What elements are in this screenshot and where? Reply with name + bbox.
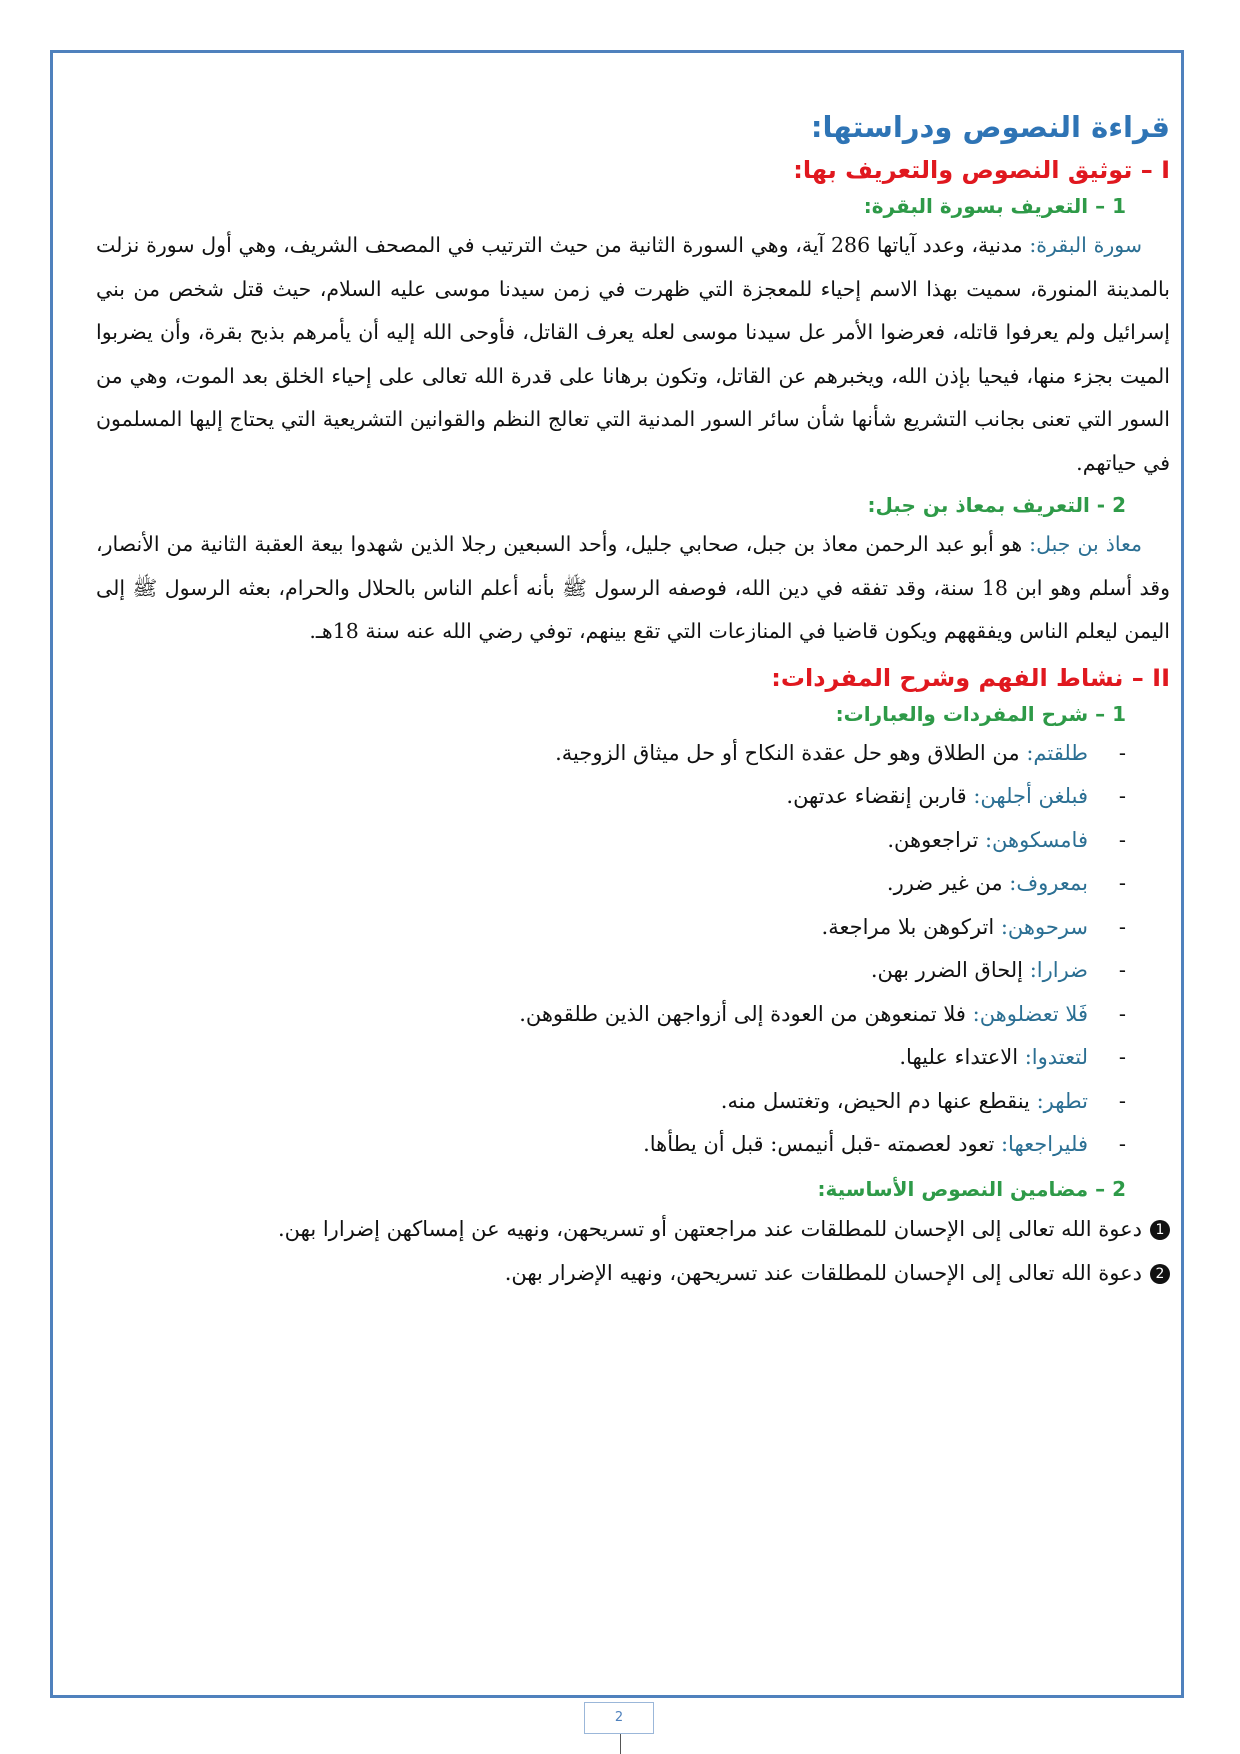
term-label: معاذ بن جبل:	[1029, 532, 1142, 556]
list-item: -فبلغن أجلهن: قاربن إنقضاء عدتهن.	[786, 784, 1126, 808]
term-definition: اتركوهن بلا مراجعة.	[821, 914, 1001, 939]
list-item: -فامسكوهن: تراجعوهن.	[887, 827, 1126, 852]
section2-title: II – نشاط الفهم وشرح المفردات:	[771, 663, 1170, 692]
list-item: -بمعروف: من غير ضرر.	[886, 871, 1126, 895]
section2-sub2-title: 2 – مضامين النصوص الأساسية:	[817, 1176, 1126, 1201]
term-definition: الاعتداء عليها.	[899, 1045, 1025, 1069]
page-number: 2	[584, 1702, 654, 1734]
section1-sub2-title: 2 - التعريف بمعاذ بن جبل:	[867, 493, 1126, 517]
term-definition: فلا تمنعوهن من العودة إلى أزواجهن الذين طلقوهن.	[519, 1001, 973, 1026]
term-label: سرحوهن:	[1000, 914, 1088, 939]
list-item: -لتعتدوا: الاعتداء عليها.	[899, 1045, 1126, 1069]
term-definition: إلحاق الضرر بهن.	[870, 958, 1030, 982]
term-label: بمعروف:	[1009, 871, 1088, 895]
idea-text: دعوة الله تعالى إلى الإحسان للمطلقات عند تسريحهن، ونهيه الإضرار بهن.	[504, 1260, 1142, 1285]
number-bullet-icon: 1	[1150, 1220, 1170, 1240]
paragraph-text: مدنية، وعدد آياتها 286 آية، وهي السورة الثانية من حيث الترتيب في المصحف الشريف، وهي أول سورة نزلت بالمدينة المنورة، سميت بهذا الاسم إحياء للمعجزة التي ظهرت في زمن سيدنا موسى عليه السلام، حيث قتل شخص من بني إسرائيل ولم يعرفوا قاتله، فعرضوا الأمر عل سيدنا موسى لعله يعرف القاتل، فأوحى الله إليه أن يأمرهم بذبح بقرة، وأن يضربوا الميت بجزء منها، فيحيا بإذن الله، ويخبرهم عن القاتل، وتكون برهانا على قدرة الله تعالى على إحياء الخلق بعد الموت، وهي من السور التي تعنى بجانب التشريع شأنها شأن سائر السور المدنية التي تعالج النظم والقوانين التشريعية التي يحتاج إليها المسلمون في حياتهم.	[96, 233, 1170, 475]
paragraph-text: هو أبو عبد الرحمن معاذ بن جبل، صحابي جليل، وأحد السبعين رجلا الذين شهدوا بيعة العقبة الثانية من الأنصار، وقد أسلم وهو ابن 18 سنة، وقد تفقه في دين الله، فوصفه الرسول ﷺ بأنه أعلم الناس بالحلال والحرام، بعثه الرسول ﷺ إلى اليمن ليعلم الناس ويفقههم ويكون قاضيا في المنازعات التي تقع بينهم، توفي رضي الله عنه سنة 18هـ.	[96, 532, 1170, 643]
muadh-paragraph	[96, 523, 1170, 654]
number-bullet-icon: 2	[1150, 1264, 1170, 1284]
list-item	[96, 1207, 1170, 1251]
list-item: -سرحوهن: اتركوهن بلا مراجعة.	[821, 914, 1126, 939]
term-definition: من غير ضرر.	[886, 871, 1010, 895]
surah-baqara-paragraph	[96, 224, 1170, 485]
main-ideas-list	[96, 1207, 1170, 1295]
section1-sub1-title: 1 – التعريف بسورة البقرة:	[863, 194, 1126, 218]
term-label: طلقتم:	[1026, 740, 1088, 765]
term-label: تطهر:	[1036, 1088, 1088, 1113]
term-definition: تعود لعصمته -قبل أنيمس: قبل أن يطأها.	[643, 1132, 1001, 1156]
term-definition: من الطلاق وهو حل عقدة النكاح أو حل ميثاق الزوجية.	[555, 740, 1027, 765]
page-number-line	[620, 1734, 621, 1754]
term-label: ضرارا:	[1029, 958, 1088, 982]
idea-text: دعوة الله تعالى إلى الإحسان للمطلقات عند مراجعتهن أو تسريحهن، ونهيه عن إمساكهن إضرارا بهن.	[277, 1216, 1142, 1241]
term-definition: قاربن إنقضاء عدتهن.	[786, 784, 974, 808]
term-label: سورة البقرة:	[1029, 233, 1142, 257]
term-definition: ينقطع عنها دم الحيض، وتغتسل منه.	[720, 1088, 1037, 1113]
section2-sub1-title: 1 – شرح المفردات والعبارات:	[835, 701, 1126, 726]
list-item: -طلقتم: من الطلاق وهو حل عقدة النكاح أو حل ميثاق الزوجية.	[555, 740, 1126, 765]
list-item: -تطهر: ينقطع عنها دم الحيض، وتغتسل منه.	[720, 1088, 1126, 1113]
term-label: لتعتدوا:	[1024, 1045, 1088, 1069]
page-content	[96, 110, 1170, 1295]
term-label: فليراجعها:	[1000, 1132, 1088, 1156]
term-definition: تراجعوهن.	[887, 827, 985, 852]
list-item: -ضرارا: إلحاق الضرر بهن.	[870, 958, 1126, 982]
list-item: -فَلا تعضلوهن: فلا تمنعوهن من العودة إلى أزواجهن الذين طلقوهن.	[519, 1001, 1126, 1026]
vocabulary-list	[96, 732, 1170, 1167]
list-item	[96, 1251, 1170, 1295]
term-label: فبلغن أجلهن:	[973, 784, 1088, 808]
section1-title: I – توثيق النصوص والتعريف بها:	[793, 156, 1170, 184]
page-title: قراءة النصوص ودراستها:	[810, 110, 1170, 144]
term-label: فَلا تعضلوهن:	[972, 1001, 1088, 1026]
list-item: -فليراجعها: تعود لعصمته -قبل أنيمس: قبل أن يطأها.	[643, 1132, 1126, 1156]
term-label: فامسكوهن:	[984, 827, 1088, 852]
